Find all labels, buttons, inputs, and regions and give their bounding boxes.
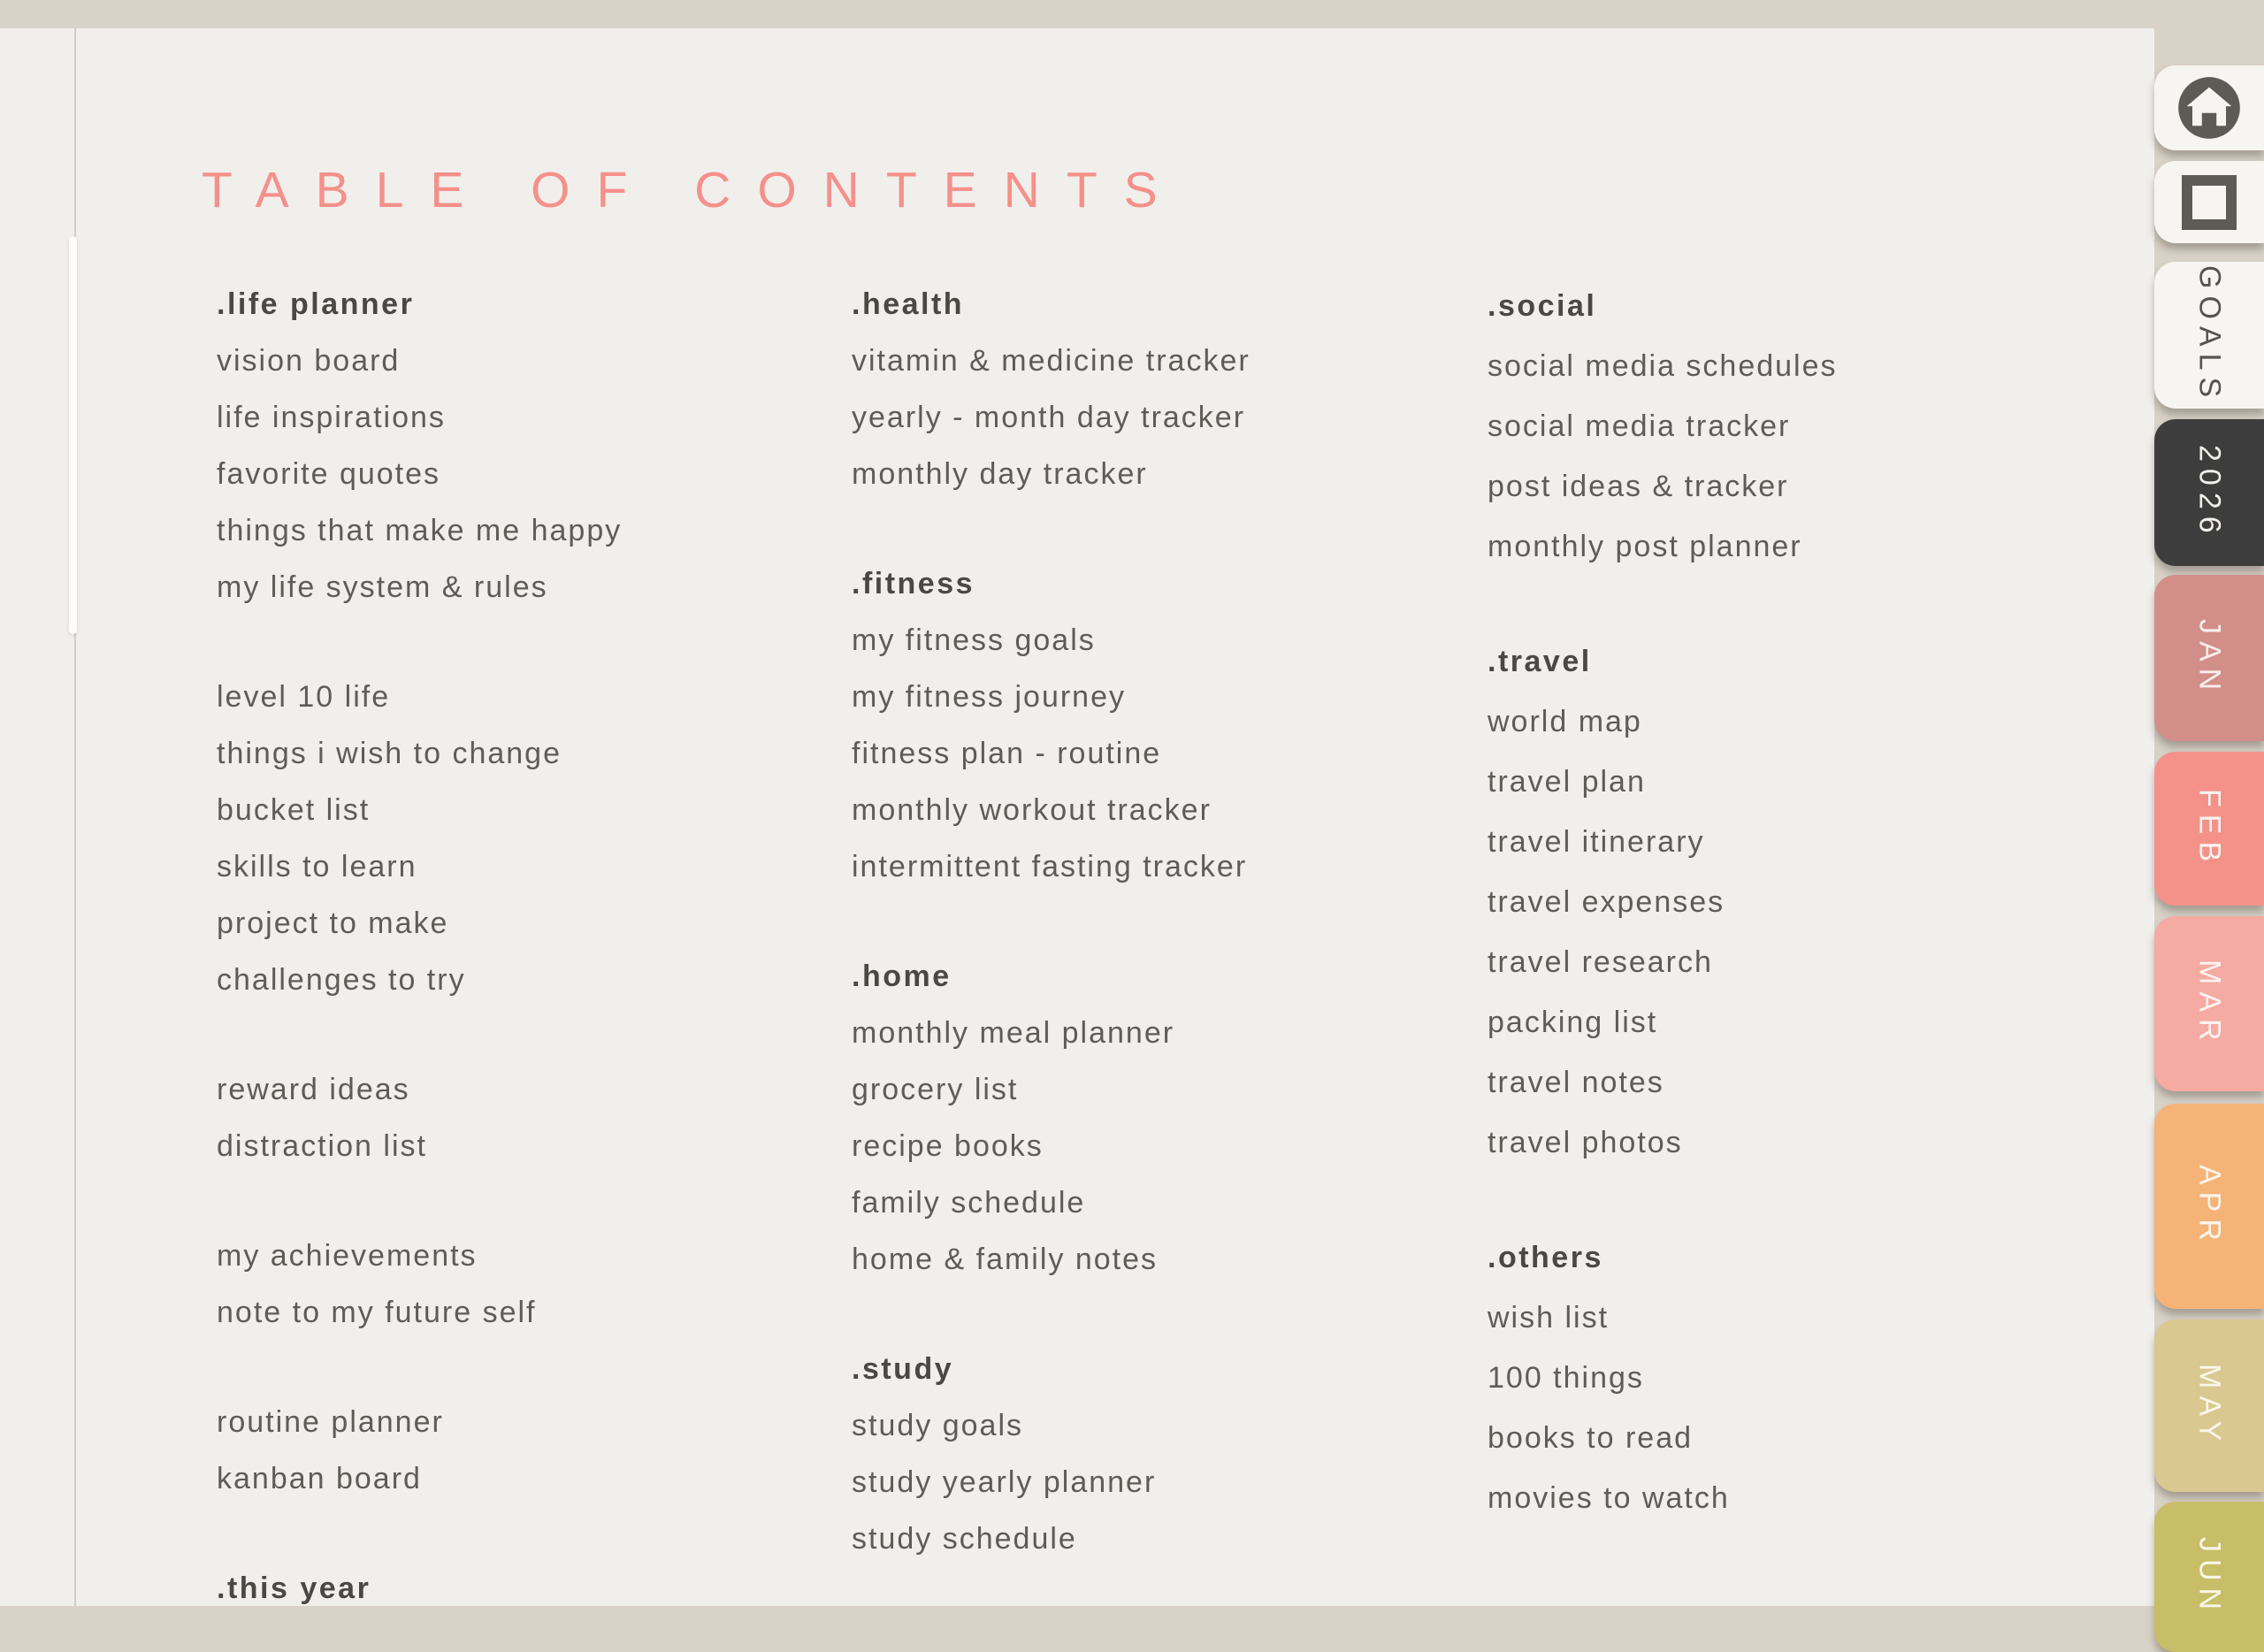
toc-item[interactable]: my fitness journey: [852, 680, 1126, 714]
toc-item[interactable]: study yearly planner: [852, 1465, 1157, 1499]
year-tab[interactable]: [2154, 419, 2264, 566]
toc-item[interactable]: bucket list: [217, 793, 371, 827]
tab-label: FEB: [2192, 788, 2227, 869]
toc-item[interactable]: post ideas & tracker: [1488, 470, 1789, 503]
feb-tab[interactable]: [2154, 752, 2264, 906]
tab-label: 2026: [2192, 445, 2227, 540]
tab-label: APR: [2192, 1165, 2227, 1248]
toc-item[interactable]: study schedule: [852, 1522, 1077, 1556]
toc-item[interactable]: distraction list: [217, 1129, 427, 1163]
toc-item[interactable]: things that make me happy: [217, 514, 623, 547]
toc-item[interactable]: social media schedules: [1488, 349, 1838, 383]
toc-item[interactable]: travel photos: [1488, 1126, 1683, 1159]
jan-tab[interactable]: [2154, 575, 2264, 741]
apr-tab[interactable]: [2154, 1104, 2264, 1309]
toc-item[interactable]: travel research: [1488, 945, 1713, 979]
home-icon: [2176, 74, 2243, 141]
toc-item[interactable]: favorite quotes: [217, 457, 441, 491]
toc-item[interactable]: study goals: [852, 1409, 1023, 1442]
toc-item[interactable]: home & family notes: [852, 1243, 1159, 1276]
toc-item[interactable]: fitness plan - routine: [852, 737, 1162, 770]
toc-item[interactable]: life inspirations: [217, 401, 446, 434]
toc-item[interactable]: monthly day tracker: [852, 457, 1148, 491]
page-edge-highlight: [69, 236, 77, 634]
toc-item[interactable]: social media tracker: [1488, 409, 1791, 443]
toc-item[interactable]: intermittent fasting tracker: [852, 850, 1248, 883]
tab-label: MAY: [2192, 1363, 2227, 1449]
toc-section-header: .others: [1488, 1241, 1603, 1274]
toc-section-header: .study: [852, 1352, 954, 1386]
toc-item[interactable]: packing list: [1488, 1006, 1658, 1039]
toc-item[interactable]: level 10 life: [217, 680, 391, 714]
toc-item[interactable]: monthly meal planner: [852, 1016, 1175, 1050]
jun-tab[interactable]: [2154, 1502, 2264, 1652]
tab-label: GOALS: [2192, 265, 2227, 405]
page-tab[interactable]: [2154, 161, 2264, 243]
toc-item[interactable]: books to read: [1488, 1421, 1694, 1455]
toc-item[interactable]: grocery list: [852, 1073, 1019, 1106]
toc-item[interactable]: vision board: [217, 344, 401, 378]
tab-label: JUN: [2192, 1536, 2227, 1618]
toc-item[interactable]: travel expenses: [1488, 885, 1725, 919]
toc-item[interactable]: routine planner: [217, 1405, 444, 1439]
toc-item[interactable]: family schedule: [852, 1186, 1086, 1220]
toc-item[interactable]: things i wish to change: [217, 737, 562, 770]
toc-item[interactable]: monthly post planner: [1488, 530, 1802, 563]
toc-item[interactable]: my fitness goals: [852, 623, 1096, 657]
planner-page: [0, 28, 2154, 1606]
toc-item[interactable]: yearly - month day tracker: [852, 401, 1246, 434]
toc-section-header: .life planner: [217, 287, 415, 321]
goals-tab[interactable]: [2154, 262, 2264, 409]
toc-item[interactable]: travel itinerary: [1488, 825, 1705, 859]
toc-item[interactable]: reward ideas: [217, 1073, 410, 1106]
toc-item[interactable]: challenges to try: [217, 963, 466, 997]
toc-item[interactable]: movies to watch: [1488, 1481, 1730, 1515]
toc-section-header: .fitness: [852, 567, 975, 600]
may-tab[interactable]: [2154, 1319, 2264, 1492]
toc-section-header: .this year: [217, 1572, 371, 1605]
toc-item[interactable]: kanban board: [217, 1462, 422, 1495]
mar-tab[interactable]: [2154, 916, 2264, 1091]
tab-label: JAN: [2192, 618, 2227, 698]
toc-item[interactable]: world map: [1488, 705, 1642, 738]
toc-item[interactable]: travel notes: [1488, 1066, 1664, 1099]
toc-item[interactable]: skills to learn: [217, 850, 417, 883]
toc-section-header: .social: [1488, 289, 1597, 323]
home-tab[interactable]: [2154, 65, 2264, 150]
toc-item[interactable]: vitamin & medicine tracker: [852, 344, 1251, 378]
toc-item[interactable]: wish list: [1488, 1301, 1610, 1335]
square-icon: [2182, 175, 2237, 230]
tab-label: MAR: [2192, 960, 2227, 1048]
toc-section-header: .home: [852, 960, 952, 993]
toc-section-header: .health: [852, 287, 965, 321]
toc-item[interactable]: 100 things: [1488, 1361, 1644, 1395]
toc-section-header: .travel: [1488, 645, 1592, 678]
page-title: TABLE OF CONTENTS: [202, 162, 1184, 218]
toc-item[interactable]: monthly workout tracker: [852, 793, 1212, 827]
toc-item[interactable]: recipe books: [852, 1129, 1044, 1163]
toc-item[interactable]: my achievements: [217, 1239, 478, 1273]
toc-item[interactable]: travel plan: [1488, 765, 1646, 799]
toc-item[interactable]: note to my future self: [217, 1296, 537, 1329]
toc-item[interactable]: my life system & rules: [217, 570, 548, 604]
toc-item[interactable]: project to make: [217, 906, 449, 940]
